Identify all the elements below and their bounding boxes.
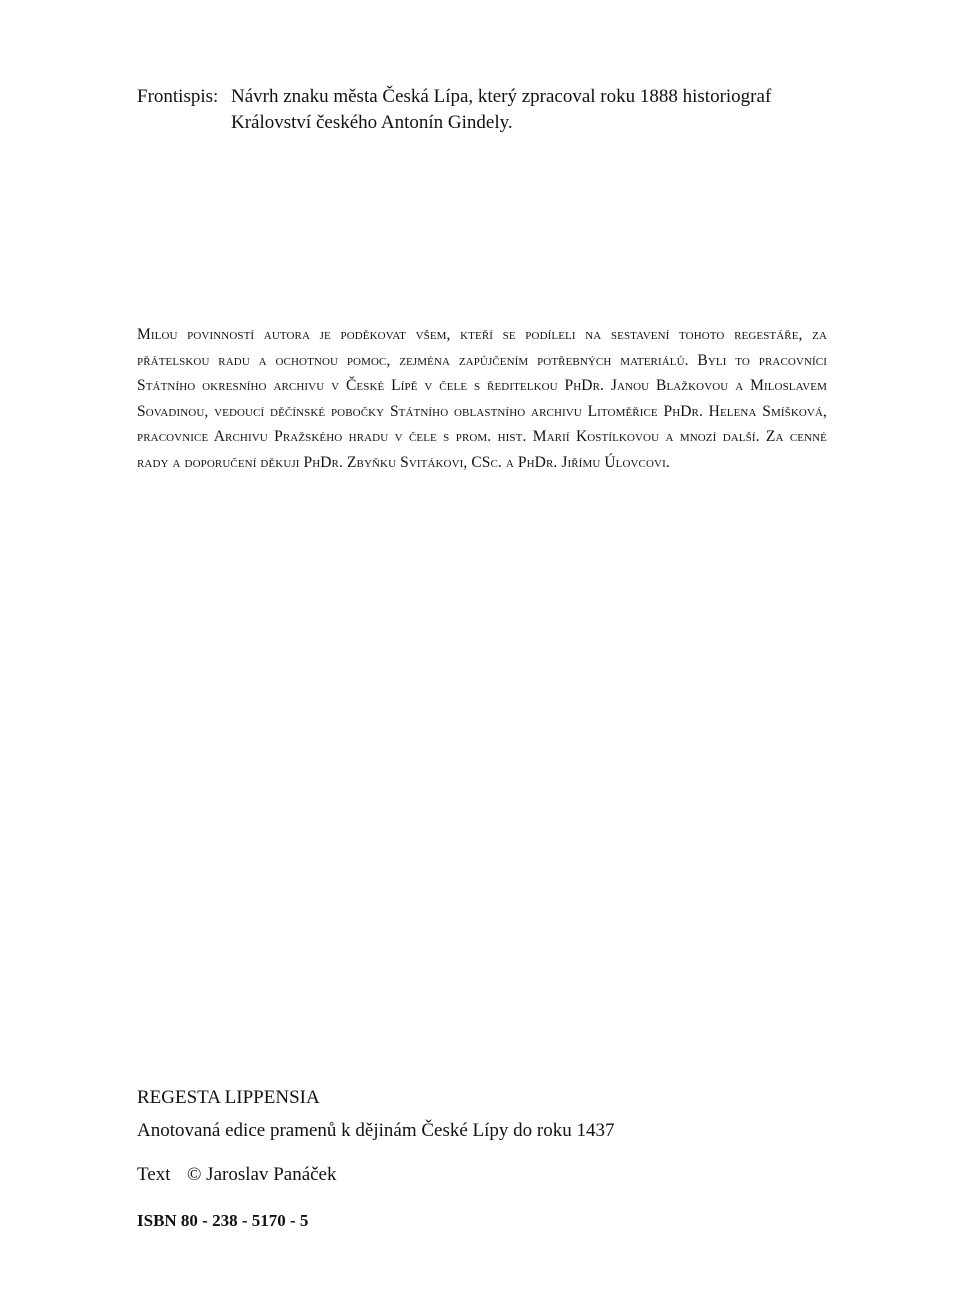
frontispiece-note [137,84,837,136]
isbn-line: ISBN 80 - 238 - 5170 - 5 [137,1211,309,1230]
series-title: REGESTA LIPPENSIA [137,1087,320,1108]
frontispiece-caption: Návrh znaku města Česká Lípa, který zpracoval roku 1888 historiograf Království českého Antonín Gindely. [231,86,772,133]
copyright-holder: © Jaroslav Panáček [187,1164,337,1185]
copyright-line [137,1163,837,1187]
acknowledgement-paragraph: Milou povinností autora je poděkovat všem, kteří se podíleli na sestavení tohoto regestáře, za přátelskou radu a ochotnou pomoc, zejména zapůjčením potřebných materiálů. Byli to pracovníci Státního okresního archivu v České Lípě v čele s ředitelkou PhDr. Janou Blažkovou a Miloslavem Sovadinou, vedoucí děčínské pobočky Státního oblastního archivu Litoměřice PhDr. Helena Smíšková, pracovnice Archivu Pražského hradu v čele s prom. hist. Marií Kostílkovou a mnozí další. Za cenné rady a doporučení děkuji PhDr. Zbyňku Svitákovi, CSc. a PhDr. Jiřímu Úlovcovi. [137,326,827,471]
frontispiece-label: Frontispis: [137,86,219,107]
series-subtitle: Anotovaná edice pramenů k dějinám České Lípy do roku 1437 [137,1120,615,1141]
copyright-label: Text [137,1164,171,1185]
